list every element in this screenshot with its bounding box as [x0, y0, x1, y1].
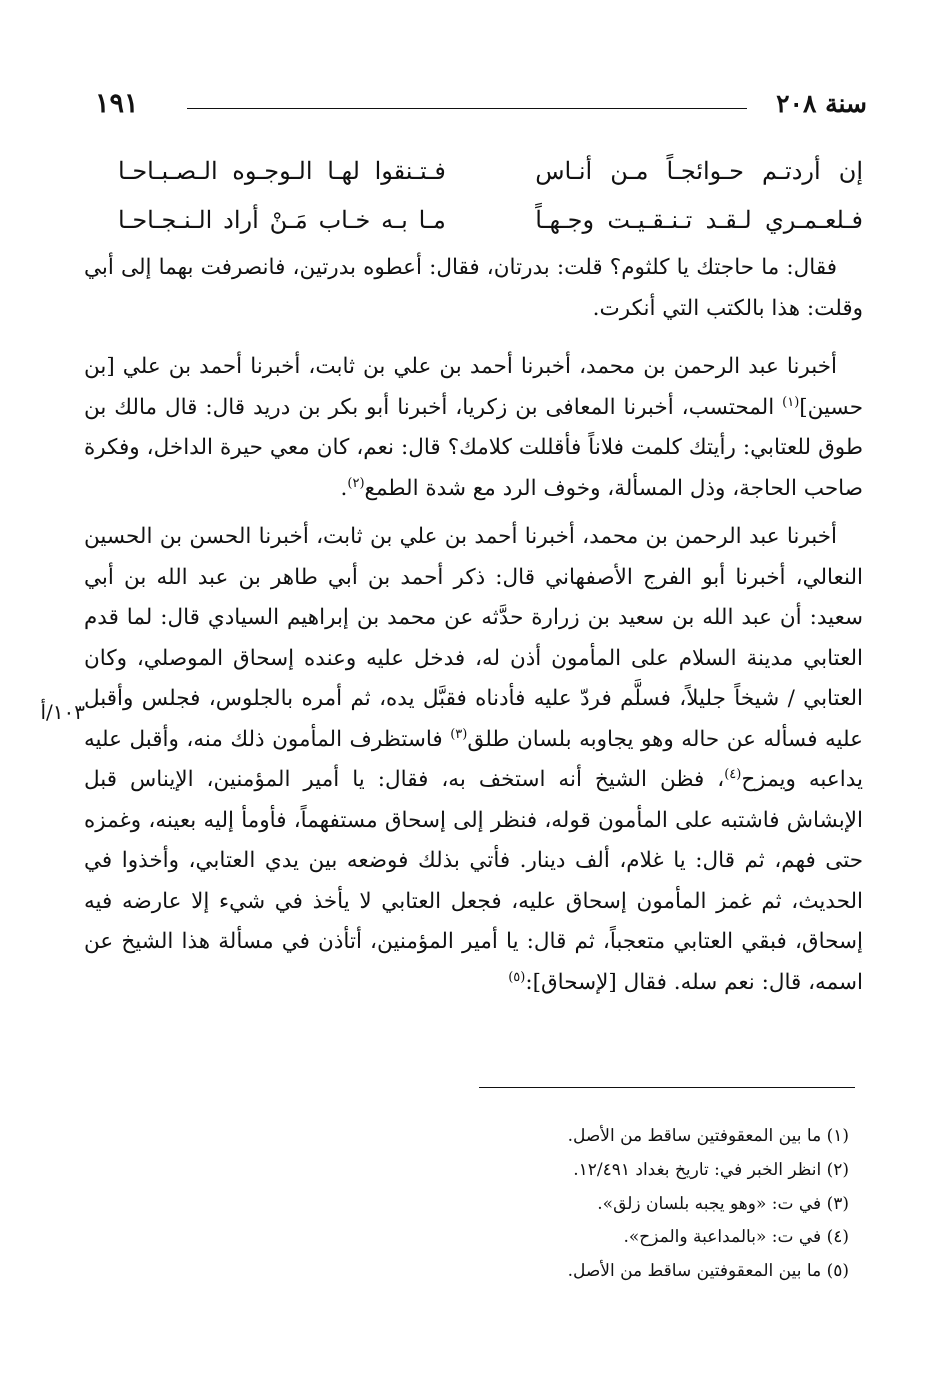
- footnote: (١) ما بين المعقوفتين ساقط من الأصل.: [567, 1126, 849, 1146]
- manuscript-folio-note: ١٠٣/أ: [40, 700, 85, 724]
- body-text: [84, 248, 863, 1011]
- paragraph-text: أخبرنا عبد الرحمن بن محمد، أخبرنا أحمد بن علي بن ثابت، أخبرنا الحسن بن الحسين النعالي، أخبرنا أبو الفرج الأصفهاني قال: ذكر أحمد بن أبي طاهر بن عبد الله بن أبي سعيد: أن عبد الله بن سعيد بن زرارة حدَّثه عن محمد بن إبراهيم السيادي قال: لما قدم العتابي مدينة السلام على المأمون أذن له، فدخل عليه وعنده إسحاق الموصلي، وكان العتابي / شيخاً جليلاً، فسلَّم فردّ عليه فأدناه فقبَّل يده، ثم أمره بالجلوس، فجلس وأقبل عليه فسأله عن حاله وهو يجاوبه بلسان طلق: [84, 524, 863, 752]
- poem-verse: [118, 197, 863, 246]
- footnote: (٣) في ت: «وهو يجبه بلسان زلق».: [597, 1193, 849, 1214]
- footnote-marker[interactable]: (١): [782, 394, 800, 410]
- header-rule: [187, 108, 747, 109]
- footnote-marker[interactable]: (٥): [508, 969, 526, 985]
- running-head-year: سنة ٢٠٨: [776, 89, 867, 118]
- paragraph: [84, 517, 863, 1003]
- paragraph-text: .: [340, 475, 348, 501]
- poem-verse: [118, 148, 863, 197]
- verse-first-hemistich: إن أردتـم حـوائجـاً مـن أنـاس: [535, 157, 863, 185]
- footnote: (٤) في ت: «بالمداعبة والمزح».: [623, 1227, 849, 1248]
- footnote-separator: [479, 1087, 855, 1088]
- page-number: ١٩١: [95, 88, 139, 119]
- poem: [118, 148, 863, 246]
- paragraph: فقال: ما حاجتك يا كلثوم؟ قلت: بدرتان، فقال: أعطوه بدرتين، فانصرفت بهما إلى أبي وقلت: هذا بالكتب التي أنكرت.: [84, 255, 863, 321]
- footnote-marker[interactable]: (٢): [347, 475, 365, 491]
- paragraph-text: فاستظرف المأمون ذلك منه، وأقبل عليه يداعبه ويمزح: [84, 726, 863, 792]
- verse-second-hemistich: فـتـنقوا لهـا الـوجـوه الـصـبـاحـا: [118, 157, 446, 185]
- footnote-marker[interactable]: (٤): [724, 766, 742, 782]
- footnote-marker[interactable]: (٣): [450, 726, 468, 742]
- verse-first-hemistich: فـلعـمـري لـقـد تـنـقـيـت وجـهـاً: [535, 206, 863, 234]
- paragraph-text: أخبرنا عبد الرحمن بن محمد، أخبرنا أحمد بن علي بن ثابت، أخبرنا أحمد بن علي [بن حسين]: [84, 354, 863, 420]
- paragraph: [84, 347, 863, 509]
- paragraph-text: المحتسب، أخبرنا المعافى بن زكريا، أخبرنا أبو بكر بن دريد قال: قال مالك بن طوق للعتابي: رأيتك كلمت فلاناً فأقللت كلامك؟ قال: نعم، كان معي حيرة الداخل، وفكرة صاحب الحاجة، وذل المسألة، وخوف الرد مع شدة الطمع: [84, 394, 863, 501]
- footnote: (٢) انظر الخبر في: تاريخ بغداد ١٢/٤٩١.: [573, 1159, 849, 1180]
- page-header: [95, 84, 867, 124]
- paragraph-text: ، فظن الشيخ أنه استخف به، فقال: يا أمير المؤمنين، الإيناس قبل الإبشاش فاشتبه على المأمون قوله، فنظر إلى إسحاق مستفهماً، فأومأ إليه بعينه، وغمزه حتى فهم، ثم قال: يا غلام، ألف دينار. فأتي بذلك فوضعه بين يدي العتابي، وأخذوا في الحديث، ثم غمز المأمون إسحاق عليه، فجعل العتابي لا يأخذ في شيء إلا عارضه فيه إسحاق، فبقي العتابي متعجباً، ثم قال: يا أمير المؤمنين، أتأذن في مسألة هذا الشيخ عن اسمه، قال: نعم سله. فقال [لإسحاق]:: [84, 767, 863, 995]
- verse-second-hemistich: مـا بـه خـاب مَـنْ أراد الـنـجـاحـا: [118, 206, 446, 234]
- footnote: (٥) ما بين المعقوفتين ساقط من الأصل.: [567, 1261, 849, 1282]
- footnotes: [90, 1120, 849, 1289]
